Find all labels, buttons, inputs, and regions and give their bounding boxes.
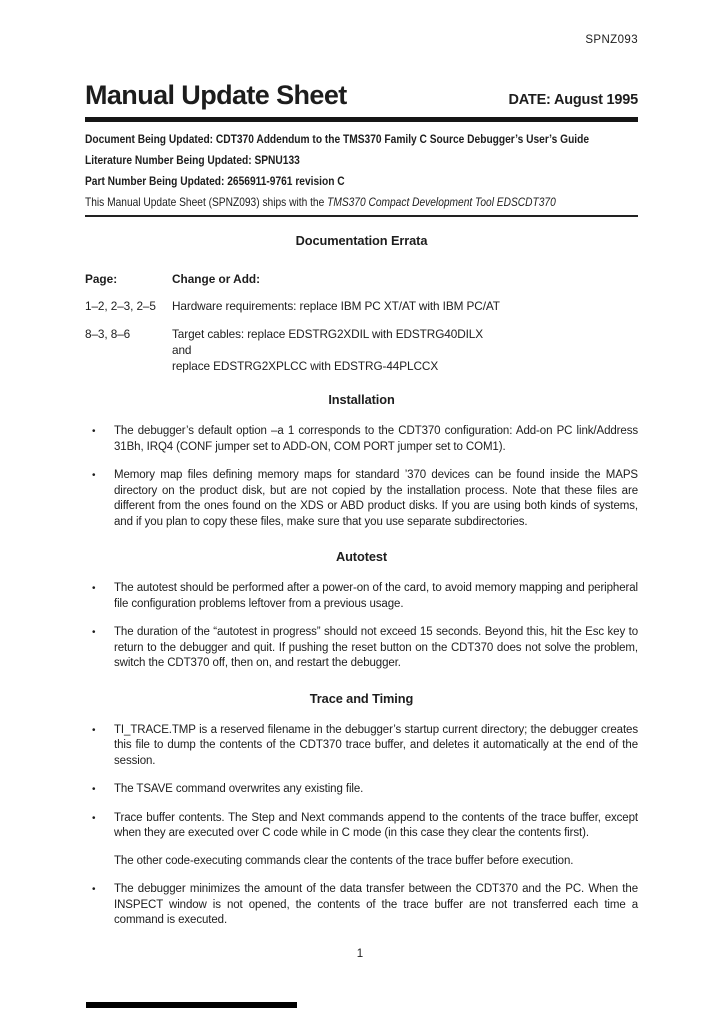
- ships-line-tool-name: TMS370 Compact Development Tool EDSCDT370: [327, 195, 556, 209]
- meta-rule: [85, 215, 638, 217]
- list-item: [85, 882, 638, 929]
- bullet-text: Trace buffer contents. The Step and Next commands append to the contents of the trace buffer, except when they are executed over C code while in C mode (in this case they clear the contents first).: [114, 811, 638, 839]
- list-item: [85, 782, 638, 798]
- list-item: [85, 468, 638, 530]
- errata-row-text: and: [172, 343, 192, 357]
- list-item: [85, 625, 638, 672]
- bullet-continuation-text: The other code-executing commands clear the contents of the trace buffer before execution.: [114, 854, 574, 867]
- page-number: 1: [356, 948, 364, 960]
- section-heading-installation: Installation: [328, 392, 395, 407]
- section-heading-trace-and-timing: Trace and Timing: [309, 690, 414, 706]
- meta-line-part-number: Part Number Being Updated: 2656911-9761 revision C: [85, 174, 345, 188]
- errata-row-text: Target cables: replace EDSTRG2XDIL with EDSTRG40DILX: [172, 327, 484, 341]
- errata-col-change: Change or Add:: [172, 272, 261, 286]
- page-title: Manual Update Sheet: [85, 80, 347, 110]
- table-row: [85, 326, 638, 374]
- bullet-text: The debugger minimizes the amount of the data transfer between the CDT370 and the PC. When the INSPECT window is not opened, the contents of the trace buffer are not transferred each time a command is executed.: [114, 883, 638, 926]
- meta-line-literature: Literature Number Being Updated: SPNU133: [85, 153, 300, 167]
- date-label: DATE: August 1995: [508, 92, 638, 108]
- ships-line-prefix: This Manual Update Sheet (SPNZ093) ships with the: [85, 195, 328, 209]
- page-content: [85, 0, 638, 929]
- bullet-icon: •: [92, 724, 96, 736]
- bullet-icon: •: [92, 470, 96, 481]
- list-item: [85, 723, 638, 770]
- doc-number: SPNZ093: [585, 34, 638, 46]
- meta-block: [85, 129, 649, 213]
- section-heading-autotest: Autotest: [335, 549, 388, 564]
- errata-col-page: Page:: [85, 272, 118, 286]
- errata-row-pages: 8–3, 8–6: [85, 327, 131, 341]
- title-row: [85, 82, 638, 109]
- list-item: [85, 811, 638, 870]
- bullet-icon: •: [92, 812, 96, 824]
- list-item: [85, 581, 638, 612]
- errata-row-text: Hardware requirements: replace IBM PC XT/AT with IBM PC/AT: [172, 299, 500, 313]
- table-row: [85, 298, 638, 314]
- list-item: [85, 424, 638, 455]
- bullet-icon: •: [92, 784, 96, 795]
- bullet-text: Memory map files defining memory maps for standard ’370 devices can be found inside the MAPS directory on the product disk, but are not copied by the installation process. Note that these files are different from the ones found on the XDS or ABD product disks. If you are using both kinds of systems, and if you plan to copy these files, make sure that you use separate subdirectories.: [114, 469, 638, 528]
- bullet-icon: •: [92, 884, 96, 895]
- bullet-icon: •: [92, 627, 96, 638]
- bullet-text: TI_TRACE.TMP is a reserved filename in the debugger’s startup current directory; the debugger creates this file to dump the contents of the CDT370 trace buffer, and deletes it automatically at the end of the session.: [114, 723, 638, 767]
- errata-table-header: [85, 272, 638, 286]
- bullet-text: The autotest should be performed after a power-on of the card, to avoid memory mapping and peripheral file configuration problems leftover from a previous usage.: [114, 582, 638, 610]
- bullet-icon: •: [92, 583, 96, 594]
- title-rule: [85, 117, 638, 122]
- scan-artifact-bar: [86, 1002, 297, 1008]
- bullet-text: The duration of the “autotest in progress” should not exceed 15 seconds. Beyond this, hit the Esc key to return to the debugger and quit. If pushing the reset button on the CDT370 does not solve the problem, switch the CDT370 off, then on, and restart the debugger.: [114, 626, 638, 669]
- bullet-text: The debugger’s default option –a 1 corresponds to the CDT370 configuration: Add-on PC link/Address 31Bh, IRQ4 (CONF jumper set to ADD-ON, COM PORT jumper set to COM1).: [114, 425, 638, 453]
- errata-row-text: replace EDSTRG2XPLCC with EDSTRG-44PLCCX: [172, 359, 439, 373]
- ships-line: [85, 192, 649, 213]
- errata-row-pages: 1–2, 2–3, 2–5: [85, 299, 156, 313]
- bullet-icon: •: [92, 426, 96, 437]
- section-heading-documentation-errata: Documentation Errata: [295, 233, 428, 248]
- bullet-text: The TSAVE command overwrites any existing file.: [114, 783, 364, 795]
- meta-line-document: Document Being Updated: CDT370 Addendum to the TMS370 Family C Source Debugger’s User’s Guide: [85, 132, 590, 146]
